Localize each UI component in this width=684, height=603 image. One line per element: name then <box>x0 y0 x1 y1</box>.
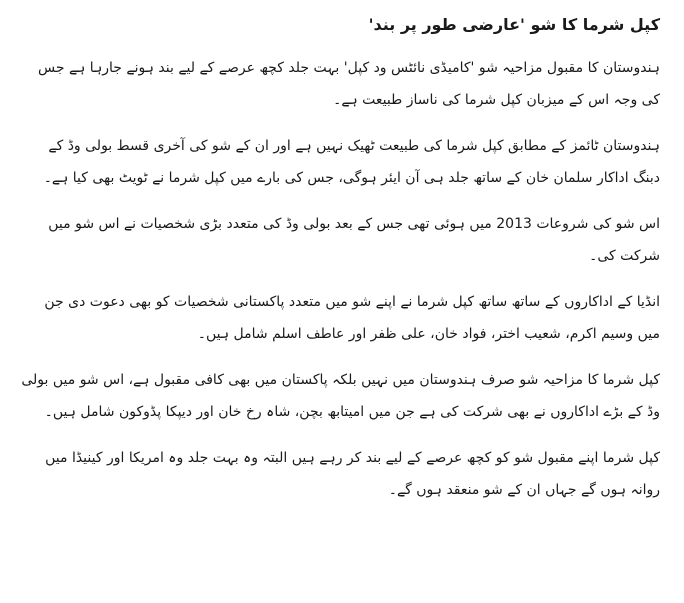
paragraph-3: اس شو کی شروعات 2013 میں ہوئی تھی جس کے بعد بولی وڈ کی متعدد بڑی شخصیات نے اس شو میں شرکت کی۔ <box>48 216 660 264</box>
paragraph-1: ہندوستان کا مقبول مزاحیہ شو 'کامیڈی نائٹس ود کپل' بہت جلد کچھ عرصے کے لیے بند ہونے جارہا ہے جس کی وجہ اس کے میزبان کپل شرما کی ناساز طبیعت ہے۔ <box>38 60 660 108</box>
paragraph-2: ہندوستان ٹائمز کے مطابق کپل شرما کی طبیعت ٹھیک نہیں ہے اور ان کے شو کی آخری قسط بولی وڈ کے دبنگ اداکار سلمان خان کے ساتھ جلد ہی آن ایئر ہوگی، جس کی بارے میں کپل شرما نے ٹویٹ بھی کیا ہے۔ <box>43 138 660 186</box>
paragraph-4: انڈیا کے اداکاروں کے ساتھ ساتھ کپل شرما نے اپنے شو میں متعدد پاکستانی شخصیات کو بھی دعوت دی جن میں وسیم اکرم، شعیب اختر، فواد خان، علی ظفر اور عاطف اسلم شامل ہیں۔ <box>44 294 660 342</box>
paragraph-5: کپل شرما کا مزاحیہ شو صرف ہندوستان میں نہیں بلکہ پاکستان میں بھی کافی مقبول ہے، اس شو میں بولی وڈ کے بڑے اداکاروں نے بھی شرکت کی ہے جن میں امیتابھ بچن، شاہ رخ خان اور دیپکا پڈوکون شامل ہیں۔ <box>21 372 660 420</box>
article-title: کپل شرما کا شو 'عارضی طور پر بند' <box>368 15 660 34</box>
paragraph-6: کپل شرما اپنے مقبول شو کو کچھ عرصے کے لیے بند کر رہے ہیں البتہ وہ بہت جلد وہ امریکا اور کینیڈا میں روانہ ہوں گے جہاں ان کے شو منعقد ہوں گے۔ <box>45 450 660 498</box>
